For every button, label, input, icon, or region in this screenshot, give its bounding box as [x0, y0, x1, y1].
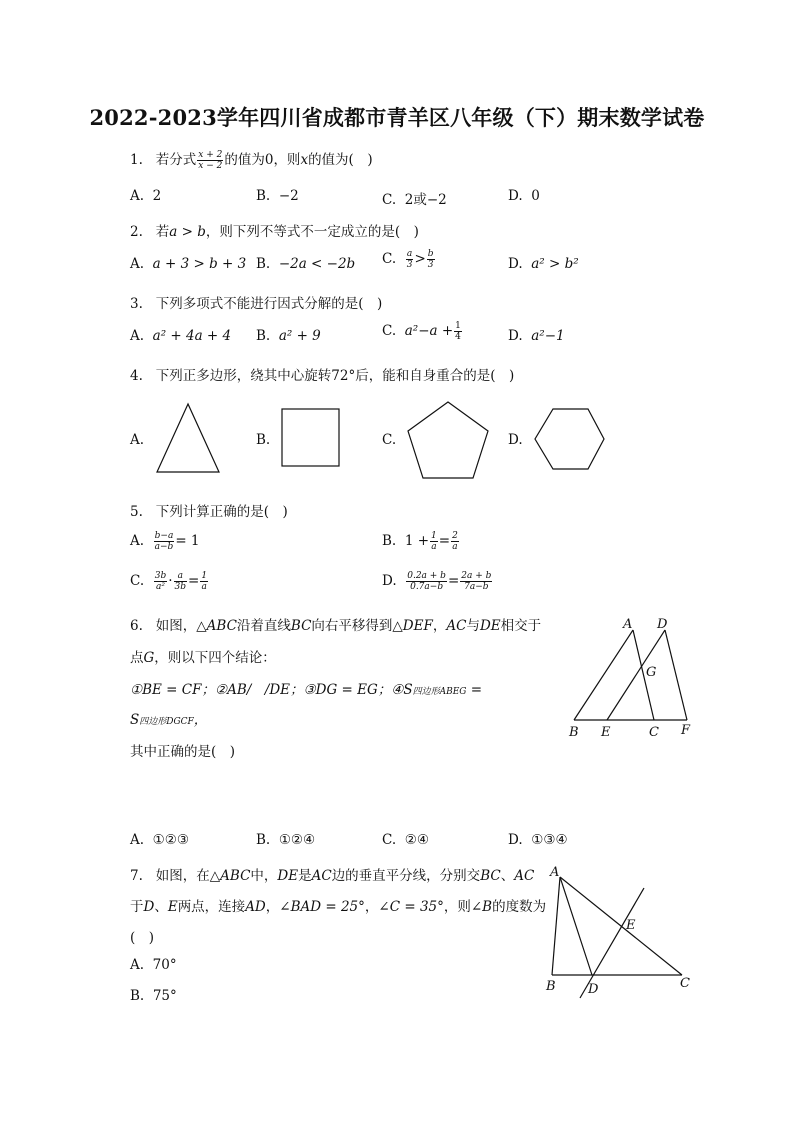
question-text: ，	[193, 712, 208, 728]
option-label: B.	[256, 328, 271, 344]
math-operator: =	[188, 573, 200, 589]
label-b: B	[546, 979, 556, 994]
question-text: 若	[155, 224, 170, 240]
label-a: A	[623, 617, 633, 632]
option-label: B.	[256, 832, 271, 848]
question-text: 的值为	[224, 152, 265, 168]
option-label: D.	[508, 188, 523, 204]
question-text: ，则	[443, 899, 471, 915]
label-a: A	[550, 865, 560, 880]
option-label: C.	[382, 251, 397, 267]
math-var: △DEF	[392, 618, 433, 634]
math-expression: = 1	[175, 533, 200, 549]
math-var: G	[143, 650, 155, 666]
option-text: 2或−2	[404, 192, 447, 208]
option-label: D.	[508, 328, 523, 344]
denominator: 4	[455, 332, 461, 342]
math-var: △ABC	[209, 868, 251, 884]
option-label: B.	[256, 256, 271, 272]
denominator: a²	[155, 582, 165, 592]
numerator: 1	[201, 571, 208, 581]
math-var: AD	[245, 899, 266, 915]
option-label: C.	[382, 432, 397, 448]
denominator: a	[201, 582, 207, 592]
option-text: 75°	[152, 988, 177, 1004]
label-f: F	[681, 723, 691, 738]
label-e: E	[626, 918, 636, 933]
question-text: ，则下列不等式不一定成立的是( )	[205, 224, 419, 240]
option-label: A.	[130, 432, 145, 448]
numerator: b−a	[154, 531, 174, 541]
denominator: 7a−b	[464, 582, 489, 592]
question-7-line3: ( )	[130, 930, 155, 946]
question-6-line5: 其中正确的是( )	[130, 744, 236, 760]
label-c: C	[680, 976, 690, 991]
numerator: 1	[431, 531, 437, 541]
option-text: −2	[278, 188, 299, 204]
label-g: G	[646, 665, 657, 680]
option-label: D.	[508, 256, 523, 272]
label-d: D	[657, 617, 668, 632]
option-label: C.	[382, 832, 397, 848]
math-var: △ABC	[196, 618, 237, 634]
label-b: B	[569, 725, 579, 740]
option-label: A.	[130, 188, 145, 204]
numerator: 2a + b	[461, 571, 492, 581]
option-label: D.	[508, 432, 523, 448]
question-number: 4.	[130, 368, 143, 384]
math-operator: =	[447, 573, 460, 589]
math-expression: ∠C = 35°	[378, 899, 444, 915]
question-number: 3.	[130, 296, 143, 312]
math-var: x	[300, 152, 309, 168]
math-operator: >	[414, 251, 426, 267]
question-text: ，	[364, 899, 379, 915]
math-var: AC	[446, 618, 467, 634]
denominator: 0.7a−b	[410, 582, 444, 592]
math-var: DE	[277, 868, 299, 884]
subscript: 四边形ABEG	[412, 687, 467, 697]
denominator: 3b	[174, 582, 187, 592]
math-var: BC	[290, 618, 312, 634]
math-var: DE	[479, 618, 501, 634]
question-text: 与	[466, 618, 480, 634]
math-expression: a > b	[169, 224, 206, 240]
option-label: A.	[130, 328, 145, 344]
question-text: ，则	[273, 152, 301, 168]
option-text: 2	[152, 188, 162, 204]
page-title: 2022-2023学年四川省成都市青羊区八年级（下）期末数学试卷	[89, 105, 705, 130]
option-text: a² + 4a + 4	[152, 328, 232, 344]
option-text: ①③④	[531, 832, 568, 848]
question-number: 1.	[130, 152, 143, 168]
question-text: ，则以下四个结论：	[154, 650, 276, 666]
math-value: 0	[264, 152, 274, 168]
question-text: 点	[130, 650, 144, 666]
denominator: a	[431, 542, 437, 552]
numerator: a	[406, 249, 413, 259]
question-text: 如图，在	[155, 868, 210, 884]
numerator: a	[174, 571, 188, 582]
math-var: S	[130, 712, 140, 728]
question-text: 中，	[250, 868, 278, 884]
denominator: a−b	[154, 542, 174, 552]
numerator: 3b	[154, 571, 167, 581]
option-text: 70°	[152, 957, 177, 973]
conclusions: ①BE = CF；②AB/ /DE；③DG = EG；④S	[130, 682, 413, 698]
denominator: x − 2	[198, 161, 223, 171]
numerator: 2	[452, 531, 458, 541]
question-text: ，	[265, 899, 280, 915]
numerator: 0.2a + b	[407, 571, 446, 581]
question-number: 7.	[130, 868, 143, 884]
question-text: 下列计算正确的是( )	[155, 504, 288, 520]
question-text: 若分式	[155, 152, 197, 168]
math-operator: ·	[168, 573, 173, 589]
option-label: A.	[130, 832, 145, 848]
option-label: B.	[256, 188, 271, 204]
label-e: E	[601, 725, 611, 740]
label-c: C	[649, 725, 659, 740]
denominator: a	[452, 542, 458, 552]
option-label: B.	[256, 432, 271, 448]
question-text: 于	[130, 899, 144, 915]
question-text: 、	[500, 868, 515, 884]
math-operator: =	[466, 682, 483, 698]
option-label: C.	[382, 192, 397, 208]
label-d: D	[588, 982, 599, 997]
math-var: D	[143, 899, 155, 915]
question-number: 2.	[130, 224, 143, 240]
option-text: a²−1	[531, 328, 565, 344]
math-expression: 1 +	[404, 533, 430, 549]
question-text: 的值为( )	[308, 152, 373, 168]
numerator: x + 2	[198, 150, 223, 160]
question-text: 向右平移得到	[311, 618, 393, 634]
numerator: 1	[455, 321, 461, 331]
question-text: 相交于	[500, 618, 542, 634]
question-text: 下列多项式不能进行因式分解的是( )	[155, 296, 383, 312]
subscript: 四边形DGCF	[139, 717, 194, 727]
option-label: A.	[130, 533, 145, 549]
option-label: A.	[130, 256, 145, 272]
option-label: B.	[130, 988, 145, 1004]
option-label: C.	[382, 323, 397, 339]
option-text: a² + 9	[278, 328, 321, 344]
option-text: ②④	[404, 832, 429, 848]
option-text: a + 3 > b + 3	[152, 256, 247, 272]
question-text: 、	[154, 899, 168, 915]
option-label: D.	[508, 832, 523, 848]
option-text: −2a < −2b	[278, 256, 356, 272]
question-number: 5.	[130, 504, 143, 520]
option-label: C.	[130, 573, 145, 589]
question-text: 是	[298, 868, 312, 884]
question-number: 6.	[130, 618, 143, 634]
option-label: D.	[382, 573, 397, 589]
numerator: b	[427, 249, 434, 259]
question-text: 下列正多边形，绕其中心旋转72°后，能和自身重合的是( )	[155, 368, 515, 384]
math-var: BC	[480, 868, 501, 884]
option-text: ①②④	[278, 832, 316, 848]
question-text: ，	[432, 618, 447, 634]
option-label: B.	[382, 533, 397, 549]
question-text: 的度数为	[492, 899, 547, 915]
option-text: ①②③	[152, 832, 189, 848]
math-expression: ∠BAD = 25°	[279, 899, 365, 915]
question-text: 两点，连接	[177, 899, 246, 915]
math-var: AC	[311, 868, 332, 884]
math-var: E	[167, 899, 178, 915]
denominator: 3	[406, 260, 413, 270]
question-text: 沿着直线	[236, 618, 291, 634]
option-text: 0	[531, 188, 540, 204]
option-label: A.	[130, 957, 145, 973]
math-operator: =	[438, 533, 451, 549]
segment-ac	[560, 877, 682, 975]
option-text: a² > b²	[531, 256, 579, 272]
math-var: AC	[514, 868, 535, 884]
math-var: ∠B	[470, 899, 493, 915]
denominator: 3	[427, 260, 434, 270]
question-text: 边的垂直平分线，分别交	[331, 868, 481, 884]
option-text: a²−a +	[404, 323, 454, 339]
segment-ab	[552, 877, 560, 975]
question-text: 如图，	[155, 618, 197, 634]
segment-ad	[560, 877, 592, 975]
